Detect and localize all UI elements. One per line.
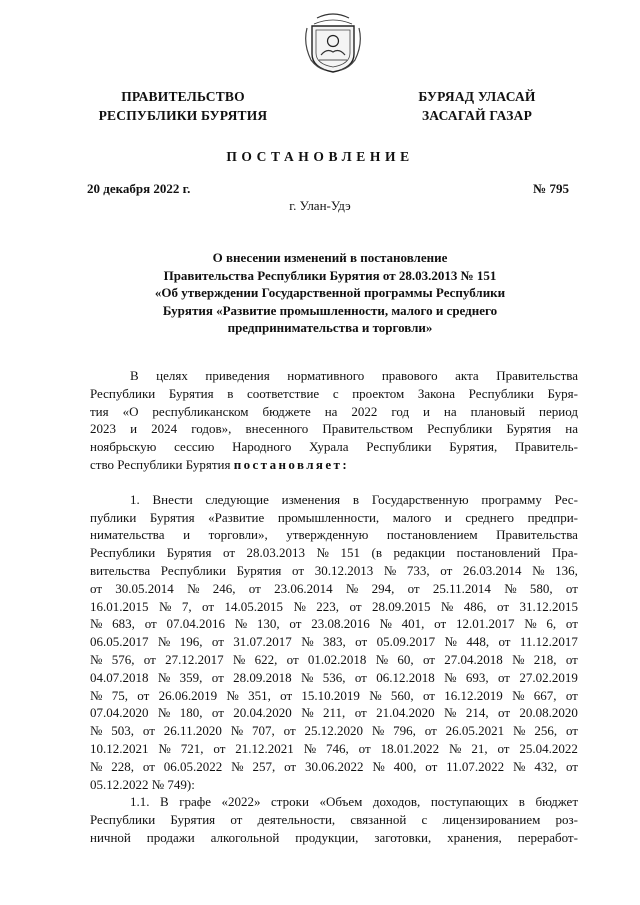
item-1-line: вительства Республики Бурятия от 30.12.2013 № 733, от 26.03.2014 № 136,: [90, 562, 578, 578]
document-date: 20 декабря 2022 г.: [87, 181, 191, 196]
title-line: предпринимательства и торговли»: [227, 320, 433, 335]
item-1-line: № 75, от 26.06.2019 № 351, от 15.10.2019 № 560, от 16.12.2019 № 667, от: [90, 687, 578, 703]
title-line: О внесении изменений в постановление: [212, 250, 448, 265]
header-left-line: РЕСПУБЛИКИ БУРЯТИЯ: [98, 108, 268, 123]
government-name-buryat: [392, 87, 562, 125]
document-title: [110, 249, 550, 337]
item-1-line: 05.12.2022 № 749):: [90, 776, 195, 792]
document-body: [90, 367, 578, 847]
item-1-line: № 683, от 07.04.2016 № 130, от 23.08.2016 № 401, от 12.01.2017 № 6, от: [90, 616, 578, 632]
document-city: г. Улан-Удэ: [289, 198, 351, 213]
preamble-line: ноябрьскую сессию Народного Хурала Республики Бурятия, Правитель-: [90, 439, 578, 455]
preamble-line: Республики Бурятия в соответствие с проектом Закона Республики Буря-: [90, 385, 578, 401]
title-line: «Об утверждении Государственной программы Республики: [154, 285, 506, 300]
preamble-last-line: [90, 456, 578, 474]
item-1-line: 16.01.2015 № 7, от 14.05.2015 № 223, от 28.09.2015 № 486, от 31.12.2015: [90, 598, 578, 614]
item-1-line: 10.12.2021 № 721, от 21.12.2021 № 746, от 18.01.2022 № 21, от 25.04.2022: [90, 740, 578, 756]
item-1-1-line: Республики Бурятия от деятельности, связанной с лицензированием роз-: [90, 812, 578, 828]
item-1-line: 04.07.2018 № 359, от 28.09.2018 № 536, от 06.12.2018 № 693, от 27.02.2019: [90, 669, 578, 685]
header-left-line: ПРАВИТЕЛЬСТВО: [121, 89, 245, 104]
item-1-1-paragraph: [90, 793, 578, 846]
preamble-line: 2023 и 2024 годов», внесенного Правительством Республики Бурятия на: [90, 421, 578, 437]
item-1-line: публики Бурятия «Развитие промышленности, малого и среднего предпри-: [90, 509, 578, 525]
header-right-line: БУРЯАД УЛАСАЙ: [418, 89, 536, 104]
preamble-line: В целях приведения нормативного правового акта Правительства: [130, 368, 578, 383]
preamble-last-text: ство Республики Бурятия: [90, 456, 234, 472]
preamble-line: тия «О республиканском бюджете на 2022 год и на плановый период: [90, 403, 578, 419]
item-1-line: № 576, от 27.12.2017 № 622, от 01.02.2018 № 60, от 27.04.2018 № 218, от: [90, 651, 578, 667]
item-1-paragraph: [90, 491, 578, 794]
title-line: Правительства Республики Бурятия от 28.03.2013 № 151: [163, 267, 497, 283]
item-1-line: 06.05.2017 № 196, от 31.07.2017 № 383, от 05.09.2017 № 448, от 11.12.2017: [90, 634, 578, 650]
document-number: № 795: [533, 181, 569, 196]
government-name-russian: [88, 87, 278, 125]
item-1-line: от 30.05.2014 № 246, от 23.06.2014 № 294, от 25.11.2014 № 580, от: [90, 580, 578, 596]
item-1-line: нимательства и торговли», утвержденную постановлением Правительства: [90, 527, 578, 543]
item-1-line: Республики Бурятия от 28.03.2013 № 151 (в редакции постановлений Пра-: [90, 545, 578, 561]
document-type: ПОСТАНОВЛЕНИЕ: [226, 149, 414, 164]
item-1-line: № 228, от 06.05.2022 № 257, от 30.06.2022 № 400, от 11.07.2022 № 432, от: [90, 758, 578, 774]
header-right-line: ЗАСАГАЙ ГАЗАР: [421, 108, 533, 123]
item-1-1-line: 1.1. В графе «2022» строки «Объем доходов, поступающих в бюджет: [130, 794, 578, 810]
item-1-line: 07.04.2020 № 180, от 20.04.2020 № 211, от 21.04.2020 № 214, от 20.08.2020: [90, 705, 578, 721]
coat-of-arms-emblem: [303, 10, 363, 74]
preamble-paragraph: [90, 367, 578, 456]
title-line: Бурятия «Развитие промышленности, малого и среднего: [162, 302, 498, 318]
item-1-line: 1. Внести следующие изменения в Государственную программу Рес-: [130, 491, 578, 507]
item-1-1-line: ничной продажи алкогольной продукции, заготовки, хранения, переработ-: [90, 829, 578, 845]
item-1-line: № 503, от 26.11.2020 № 707, от 25.12.2020 № 796, от 26.05.2021 № 256, от: [90, 723, 578, 739]
decree-word: постановляет:: [233, 456, 350, 472]
